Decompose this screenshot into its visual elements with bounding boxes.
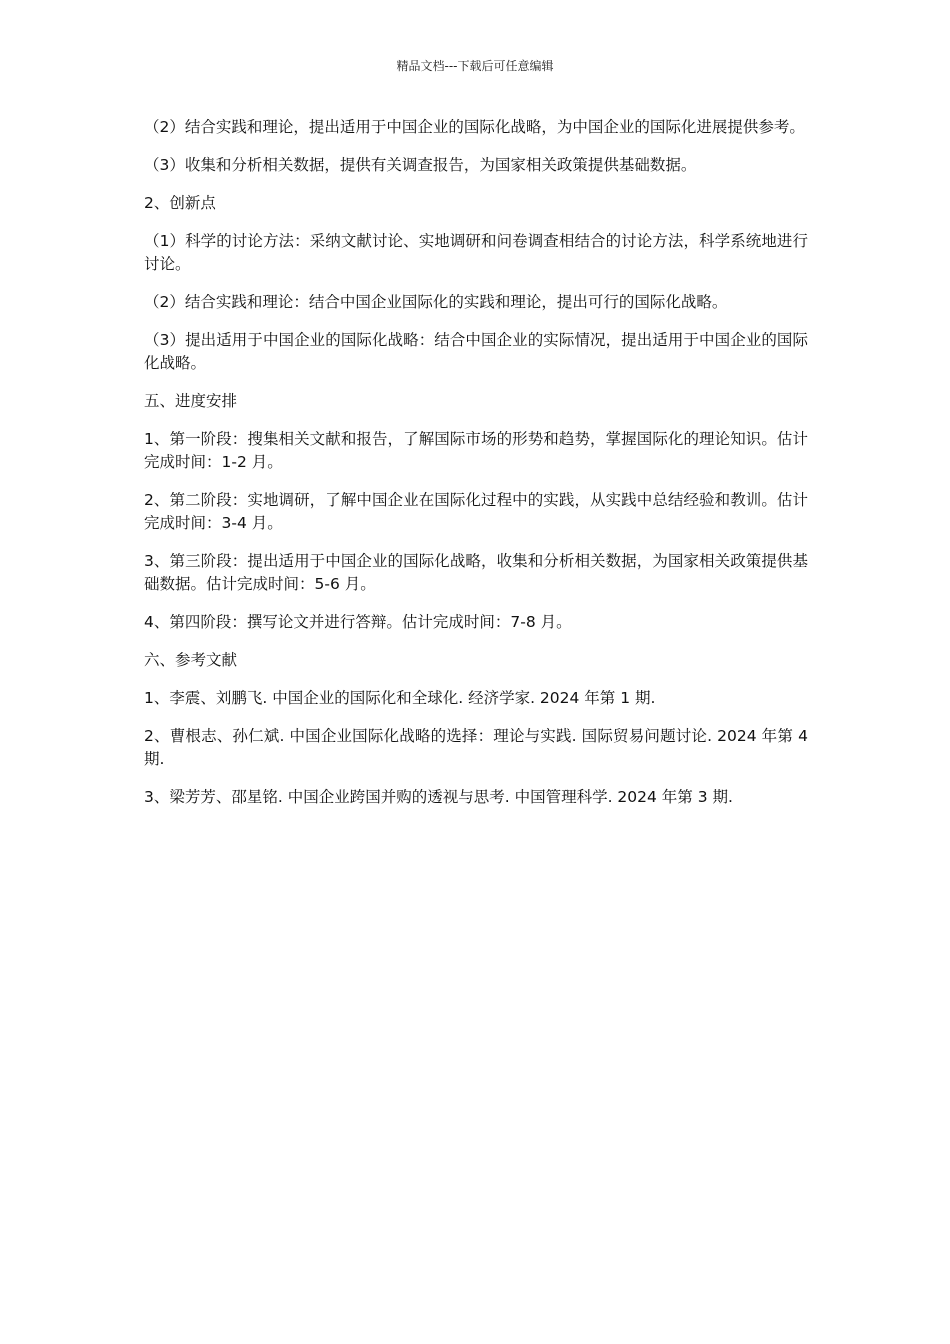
paragraph-innovation-2: （2）结合实践和理论：结合中国企业国际化的实践和理论，提出可行的国际化战略。 [144,293,728,311]
paragraph-innovation-1: （1）科学的讨论方法：采纳文献讨论、实地调研和问卷调查相结合的讨论方法，科学系统地进行讨论。 [144,232,808,273]
heading-references: 六、参考文献 [144,651,238,669]
paragraph-innovation-3: （3）提出适用于中国企业的国际化战略：结合中国企业的实际情况，提出适用于中国企业的国际化战略。 [144,331,808,372]
paragraph-stage-2: 2、第二阶段：实地调研，了解中国企业在国际化过程中的实践，从实践中总结经验和教训。估计完成时间：3-4 月。 [144,491,808,532]
page-header: 精品文档---下载后可任意编辑 [396,59,554,73]
reference-3: 3、梁芳芳、邵星铭. 中国企业跨国并购的透视与思考. 中国管理科学. 2024 年第 3 期. [144,788,733,806]
reference-2: 2、曹根志、孙仁斌. 中国企业国际化战略的选择：理论与实践. 国际贸易问题讨论. 2024 年第 4 期. [144,727,808,768]
paragraph-stage-3: 3、第三阶段：提出适用于中国企业的国际化战略，收集和分析相关数据，为国家相关政策提供基础数据。估计完成时间：5-6 月。 [144,552,808,593]
heading-innovation: 2、创新点 [144,194,216,212]
heading-schedule: 五、进度安排 [144,392,238,410]
paragraph-objective-2: （2）结合实践和理论，提出适用于中国企业的国际化战略，为中国企业的国际化进展提供参考。 [144,118,805,136]
paragraph-objective-3: （3）收集和分析相关数据，提供有关调查报告，为国家相关政策提供基础数据。 [144,156,697,174]
reference-1: 1、李震、刘鹏飞. 中国企业的国际化和全球化. 经济学家. 2024 年第 1 期. [144,689,656,707]
paragraph-stage-1: 1、第一阶段：搜集相关文献和报告，了解国际市场的形势和趋势，掌握国际化的理论知识。估计完成时间：1-2 月。 [144,430,808,471]
document-body [144,116,808,824]
paragraph-stage-4: 4、第四阶段：撰写论文并进行答辩。估计完成时间：7-8 月。 [144,613,572,631]
